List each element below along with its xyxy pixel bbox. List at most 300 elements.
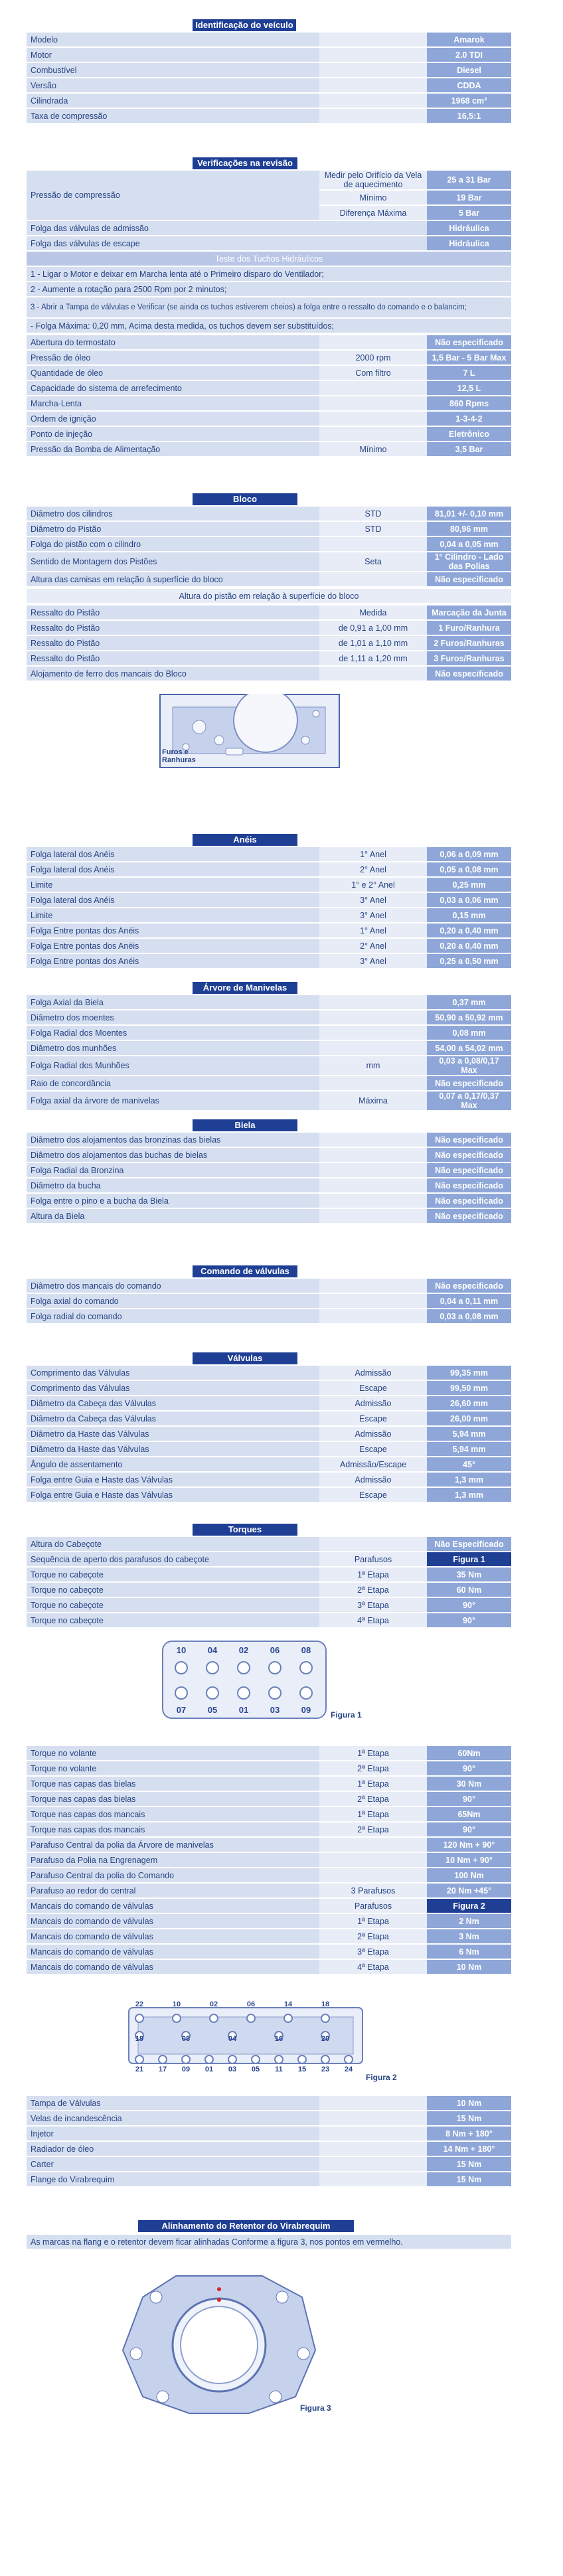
row-value: 1,5 Bar - 5 Bar Max [427, 351, 511, 364]
bolt-number: 16 [274, 2035, 283, 2043]
table-row [27, 1396, 511, 1410]
bolt-number: 09 [181, 2065, 191, 2073]
table-row [27, 1613, 511, 1627]
row-value: 0,04 a 0,11 mm [427, 1294, 511, 1308]
table-row [27, 507, 511, 521]
row-label: Torque no cabeçote [27, 1613, 319, 1627]
row-label: Capacidade do sistema de arrefecimento [27, 381, 319, 395]
row-condition [319, 2172, 427, 2186]
ident-table [27, 31, 511, 124]
row-value: 7 L [427, 366, 511, 380]
row-value: 0,15 mm [427, 908, 511, 922]
table-row [27, 924, 511, 937]
row-value: 50,90 a 50,92 mm [427, 1010, 511, 1024]
row-value: 99,35 mm [427, 1366, 511, 1380]
folga-esc-label: Folga das válvulas de escape [27, 236, 427, 250]
bolt-number: 01 [204, 2065, 214, 2073]
row-label: Parafuso Central da polia do Comando [27, 1868, 319, 1882]
bolt-hole [300, 1662, 312, 1674]
table-row [27, 667, 511, 681]
row-value: Não especificado [427, 572, 511, 586]
table-row [27, 1163, 511, 1177]
figure-1-drawing [161, 1640, 327, 1720]
row-label: Parafuso ao redor do central [27, 1884, 319, 1897]
row-label: Altura da Biela [27, 1209, 319, 1223]
table-row [27, 1868, 511, 1882]
row-label: Injetor [27, 2127, 319, 2140]
torques-section-1 [27, 1536, 511, 1629]
row-value: 100 Nm [427, 1868, 511, 1882]
row-value: 0,25 a 0,50 mm [427, 954, 511, 968]
revisao-compress-table [27, 169, 511, 334]
row-label: Torque no cabeçote [27, 1568, 319, 1581]
row-condition: 2ª Etapa [319, 1792, 427, 1806]
row-value: 54,00 a 54,02 mm [427, 1041, 511, 1055]
arvore-section [27, 994, 511, 1111]
row-condition [319, 1853, 427, 1867]
row-condition: Mínimo [319, 442, 427, 456]
row-value: 1,3 mm [427, 1488, 511, 1502]
figure-3-drawing [116, 2271, 322, 2417]
row-condition [319, 2157, 427, 2171]
table-row [27, 1552, 511, 1566]
table-row [27, 1822, 511, 1836]
row-value: 0,20 a 0,40 mm [427, 939, 511, 953]
row-condition: STD [319, 522, 427, 536]
row-condition: 2° Anel [319, 939, 427, 953]
table-row [27, 48, 511, 62]
row-condition: 2ª Etapa [319, 1583, 427, 1597]
bolt-number: 23 [321, 2065, 330, 2073]
row-value: 1,3 mm [427, 1473, 511, 1487]
table-row [27, 351, 511, 364]
row-label: Pressão de óleo [27, 351, 319, 364]
revisao-table [27, 334, 511, 457]
tuchos-step-2: 2 - Aumente a rotação para 2500 Rpm por 2 minutos; [27, 282, 511, 296]
row-condition: 3ª Etapa [319, 1598, 427, 1612]
torques-section-3 [27, 2095, 511, 2188]
row-value: 12,5 L [427, 381, 511, 395]
bearing-bolt [210, 2014, 218, 2022]
row-value: 14 Nm + 180° [427, 2142, 511, 2156]
bearing-bolt [182, 2055, 190, 2063]
table-row [27, 1178, 511, 1192]
bolt-hole [206, 1687, 218, 1699]
bolt-number: 05 [207, 1705, 218, 1715]
row-label: Folga Entre pontas dos Anéis [27, 939, 319, 953]
table-row [27, 1899, 511, 1913]
folga-esc-value: Hidráulica [427, 236, 511, 250]
table-row [27, 1945, 511, 1959]
row-value: CDDA [427, 78, 511, 92]
row-condition: 1ª Etapa [319, 1807, 427, 1821]
row-value: 35 Nm [427, 1568, 511, 1581]
row-label: Diâmetro dos cilindros [27, 507, 319, 521]
row-value: Não especificado [427, 335, 511, 349]
torques-table-2 [27, 1745, 511, 1975]
table-row [27, 605, 511, 619]
row-label: Diâmetro dos munhões [27, 1041, 319, 1055]
bearing-bolt [252, 2055, 260, 2063]
bolt-number: 17 [158, 2065, 167, 2073]
row-value: 5,94 mm [427, 1442, 511, 1456]
table-row [27, 1777, 511, 1791]
aneis-title: Anéis [193, 834, 297, 846]
bolt-number: 15 [297, 2065, 307, 2073]
row-label: Torque nas capas das bielas [27, 1792, 319, 1806]
row-condition [319, 396, 427, 410]
compress-val-0: 25 a 31 Bar [427, 171, 511, 189]
row-condition: 2000 rpm [319, 351, 427, 364]
row-condition: 4ª Etapa [319, 1613, 427, 1627]
row-label: Torque nas capas dos mancais [27, 1807, 319, 1821]
row-condition: 4ª Etapa [319, 1960, 427, 1974]
row-condition: 1° e 2° Anel [319, 878, 427, 892]
table-row [27, 78, 511, 92]
row-condition [319, 1209, 427, 1223]
row-value: 0,07 a 0,17/0,37 Max [427, 1091, 511, 1110]
row-label: Ângulo de assentamento [27, 1457, 319, 1471]
row-value: Não especificado [427, 1076, 511, 1090]
bolt-hole [175, 1687, 187, 1699]
row-value: 0,03 a 0,06 mm [427, 893, 511, 907]
row-condition: 2ª Etapa [319, 1929, 427, 1943]
row-label: Raio de concordância [27, 1076, 319, 1090]
bolt-number: 04 [228, 2035, 237, 2043]
table-row [27, 1366, 511, 1380]
row-value: Figura 2 [427, 1899, 511, 1913]
bolt-number: 14 [283, 2000, 293, 2008]
table-row [27, 621, 511, 635]
row-label: Carter [27, 2157, 319, 2171]
folga-adm-value: Hidráulica [427, 221, 511, 235]
row-label: Cilindrada [27, 94, 319, 108]
retentor-text: As marcas na flang e o retentor devem ficar alinhadas Conforme a figura 3, nos pontos em vermelho. [27, 2235, 511, 2249]
row-label: Diâmetro dos alojamentos das buchas de bielas [27, 1148, 319, 1162]
table-row [27, 1583, 511, 1597]
row-value: 120 Nm + 90° [427, 1838, 511, 1852]
gasket-figure [159, 694, 340, 768]
row-label: Limite [27, 878, 319, 892]
row-label: Altura das camisas em relação à superfície do bloco [27, 572, 319, 586]
row-label: Motor [27, 48, 319, 62]
row-label: Diâmetro da Cabeça das Válvulas [27, 1411, 319, 1425]
bearing-bolt [321, 2014, 329, 2022]
row-condition [319, 1838, 427, 1852]
table-row [27, 1026, 511, 1040]
row-condition: de 1,11 a 1,20 mm [319, 651, 427, 665]
bolt-number: 11 [275, 2065, 283, 2073]
aneis-table [27, 846, 511, 969]
torques-table-3 [27, 2095, 511, 2188]
compress-mid-0: Medir pelo Orifício da Vela de aquecimento [319, 171, 427, 189]
biela-section [27, 1131, 511, 1224]
row-label: Folga Entre pontas dos Anéis [27, 924, 319, 937]
row-label: Folga entre Guia e Haste das Válvulas [27, 1488, 319, 1502]
row-label: Modelo [27, 33, 319, 46]
row-label: Folga Entre pontas dos Anéis [27, 954, 319, 968]
row-condition [319, 63, 427, 77]
table-row [27, 1209, 511, 1223]
valvulas-title: Válvulas [193, 1352, 297, 1364]
row-value: 90° [427, 1761, 511, 1775]
row-label: Sequência de aperto dos parafusos do cabeçote [27, 1552, 319, 1566]
row-value: 10 Nm + 90° [427, 1853, 511, 1867]
row-condition: de 0,91 a 1,00 mm [319, 621, 427, 635]
row-value: 860 Rpms [427, 396, 511, 410]
table-row [27, 1853, 511, 1867]
row-value: 0,06 a 0,09 mm [427, 847, 511, 861]
row-label: Parafuso Central da polia da Árvore de manivelas [27, 1838, 319, 1852]
row-condition [319, 1041, 427, 1055]
comando-table [27, 1277, 511, 1325]
figure-2 [126, 1998, 365, 2073]
row-label: Folga Radial dos Munhões [27, 1056, 319, 1075]
row-value: 8 Nm + 180° [427, 2127, 511, 2140]
table-row [27, 1091, 511, 1110]
row-value: 26,00 mm [427, 1411, 511, 1425]
row-label: Parafuso da Polia na Engrenagem [27, 1853, 319, 1867]
row-label: Diâmetro da bucha [27, 1178, 319, 1192]
row-label: Ponto de injeção [27, 427, 319, 441]
row-label: Versão [27, 78, 319, 92]
row-value: 45° [427, 1457, 511, 1471]
table-row [27, 1488, 511, 1502]
row-value: Figura 1 [427, 1552, 511, 1566]
aneis-section [27, 846, 511, 969]
row-label: Ordem de ignição [27, 412, 319, 426]
row-condition: 1° Anel [319, 924, 427, 937]
table-row [27, 33, 511, 46]
row-condition: Escape [319, 1411, 427, 1425]
row-condition [319, 2111, 427, 2125]
table-row [27, 1309, 511, 1323]
tuchos-step-3: 3 - Abrir a Tampa de válvulas e Verificar (se ainda os tuchos estiverem cheios) a folga entre o ressalto do comando e o balancim; [27, 297, 511, 317]
row-label: Diâmetro da Haste das Válvulas [27, 1427, 319, 1441]
table-row [27, 1884, 511, 1897]
row-value: Diesel [427, 63, 511, 77]
bearing-bolt [228, 2055, 236, 2063]
row-value: Não Especificado [427, 1537, 511, 1551]
row-value: Não especificado [427, 667, 511, 681]
row-label: Diâmetro da Cabeça das Válvulas [27, 1396, 319, 1410]
row-label: Tampa de Válvulas [27, 2096, 319, 2110]
torques-section-2 [27, 1745, 511, 1975]
row-condition [319, 2127, 427, 2140]
table-row [27, 939, 511, 953]
row-label: Folga Radial da Bronzina [27, 1163, 319, 1177]
row-label: Folga do pistão com o cilindro [27, 537, 319, 551]
row-label: Mancais do comando de válvulas [27, 1960, 319, 1974]
row-value: Não especificado [427, 1133, 511, 1147]
row-label: Torque no cabeçote [27, 1598, 319, 1612]
table-row [27, 1381, 511, 1395]
row-condition: 1ª Etapa [319, 1914, 427, 1928]
row-value: 0,05 a 0,08 mm [427, 862, 511, 876]
table-row [27, 2142, 511, 2156]
row-value: Não especificado [427, 1148, 511, 1162]
row-value: 10 Nm [427, 1960, 511, 1974]
bloco-subhead-table [27, 588, 511, 604]
row-condition: Admissão [319, 1427, 427, 1441]
table-row [27, 1960, 511, 1974]
row-label: Taxa de compressão [27, 109, 319, 123]
compress-mid-2: Diferença Máxima [319, 206, 427, 220]
tuchos-step-1: 1 - Ligar o Motor e deixar em Marcha lenta até o Primeiro disparo do Ventilador; [27, 267, 511, 281]
row-label: Altura do Cabeçote [27, 1537, 319, 1551]
row-label: Ressalto do Pistão [27, 605, 319, 619]
row-value: Não especificado [427, 1163, 511, 1177]
row-condition [319, 78, 427, 92]
tuchos-head: Teste dos Tuchos Hidráulicos [27, 252, 511, 266]
row-condition [319, 427, 427, 441]
row-label: Ressalto do Pistão [27, 636, 319, 650]
row-condition [319, 335, 427, 349]
table-row [27, 1457, 511, 1471]
table-row [27, 1473, 511, 1487]
row-label: Folga radial do comando [27, 1309, 319, 1323]
figure-2-label: Figura 2 [366, 2073, 397, 2082]
row-label: Torque no cabeçote [27, 1583, 319, 1597]
row-label: Torque nas capas das bielas [27, 1777, 319, 1791]
table-row [27, 1427, 511, 1441]
row-label: Ressalto do Pistão [27, 621, 319, 635]
row-value: Não especificado [427, 1178, 511, 1192]
row-label: Combustível [27, 63, 319, 77]
row-label: Folga entre o pino e a bucha da Biela [27, 1194, 319, 1208]
bloco-subhead: Altura do pistão em relação à superfície do bloco [27, 589, 511, 603]
table-row [27, 63, 511, 77]
table-row [27, 1133, 511, 1147]
table-row [27, 893, 511, 907]
bolt-number: 01 [238, 1705, 249, 1715]
row-condition [319, 1076, 427, 1090]
row-value: 80,96 mm [427, 522, 511, 536]
row-label: Folga axial do comando [27, 1294, 319, 1308]
bolt-number: 18 [321, 2000, 330, 2008]
row-value: 1-3-4-2 [427, 412, 511, 426]
table-row [27, 537, 511, 551]
revisao-title: Verificações na revisão [193, 157, 297, 169]
compress-val-2: 5 Bar [427, 206, 511, 220]
figure-2-drawing [126, 1998, 365, 2073]
row-value: 0,20 a 0,40 mm [427, 924, 511, 937]
bolt-number: 06 [270, 1645, 280, 1655]
table-row [27, 1056, 511, 1075]
table-row [27, 1148, 511, 1162]
table-row [27, 2172, 511, 2186]
row-label: Sentido de Montagem dos Pistões [27, 552, 319, 571]
torques-title: Torques [193, 1524, 297, 1536]
bearing-bolt [135, 2055, 143, 2063]
row-label: Diâmetro dos alojamentos das bronzinas das bielas [27, 1133, 319, 1147]
bolt-number: 02 [209, 2000, 218, 2008]
row-condition: Parafusos [319, 1899, 427, 1913]
row-label: Diâmetro da Haste das Válvulas [27, 1442, 319, 1456]
row-condition [319, 1309, 427, 1323]
row-label: Folga axial da árvore de manivelas [27, 1091, 319, 1110]
row-condition [319, 1194, 427, 1208]
arvore-title: Árvore de Manivelas [193, 982, 297, 994]
comando-section [27, 1277, 511, 1325]
row-label: Folga Radial dos Moentes [27, 1026, 319, 1040]
row-label: Comprimento das Válvulas [27, 1381, 319, 1395]
compress-label: Pressão de compressão [27, 171, 319, 220]
row-value: Eletrônico [427, 427, 511, 441]
row-condition: Medida [319, 605, 427, 619]
row-value: 1° Cilindro - Lado das Polias [427, 552, 511, 571]
row-label: Mancais do comando de válvulas [27, 1899, 319, 1913]
row-label: Mancais do comando de válvulas [27, 1945, 319, 1959]
bloco-section [27, 505, 511, 682]
row-condition: Máxima [319, 1091, 427, 1110]
row-condition: 2° Anel [319, 862, 427, 876]
row-value: Não especificado [427, 1209, 511, 1223]
table-row [27, 1279, 511, 1293]
row-condition: Admissão [319, 1396, 427, 1410]
table-row [27, 995, 511, 1009]
bolt-number: 08 [301, 1645, 311, 1655]
retentor-title: Alinhamento do Retentor do Virabrequim [138, 2220, 354, 2232]
row-label: Ressalto do Pistão [27, 651, 319, 665]
bolt-number: 03 [270, 1705, 280, 1715]
bearing-bolt [345, 2055, 353, 2063]
row-label: Abertura do termostato [27, 335, 319, 349]
bolt-number: 08 [181, 2035, 191, 2043]
bearing-bolt [275, 2055, 283, 2063]
row-value: 90° [427, 1822, 511, 1836]
row-condition [319, 1279, 427, 1293]
row-value: 20 Nm +45° [427, 1884, 511, 1897]
row-condition [319, 667, 427, 681]
row-label: Torque no volante [27, 1746, 319, 1760]
row-label: Folga lateral dos Anéis [27, 847, 319, 861]
row-value: 15 Nm [427, 2111, 511, 2125]
torques-table-1 [27, 1536, 511, 1629]
row-label: Diâmetro dos moentes [27, 1010, 319, 1024]
row-label: Flange do Virabrequim [27, 2172, 319, 2186]
row-condition: 1° Anel [319, 847, 427, 861]
figure-1-label: Figura 1 [331, 1710, 362, 1720]
row-label: Pressão da Bomba de Alimentação [27, 442, 319, 456]
row-condition: Admissão/Escape [319, 1457, 427, 1471]
row-value: 5,94 mm [427, 1427, 511, 1441]
row-value: 60 Nm [427, 1583, 511, 1597]
row-value: 1968 cm³ [427, 94, 511, 108]
table-row [27, 651, 511, 665]
row-value: 99,50 mm [427, 1381, 511, 1395]
row-label: Folga Axial da Biela [27, 995, 319, 1009]
bolt-hole [269, 1687, 281, 1699]
table-row [27, 636, 511, 650]
bolt-number: 20 [321, 2035, 330, 2043]
table-row [27, 1568, 511, 1581]
row-condition: 2ª Etapa [319, 1761, 427, 1775]
table-row [27, 1746, 511, 1760]
table-row [27, 1041, 511, 1055]
bolt-number: 07 [176, 1705, 187, 1715]
tuchos-step-4: - Folga Máxima: 0,20 mm, Acima desta medida, os tuchos devem ser substituídos; [27, 319, 511, 333]
bolt-number: 10 [176, 1645, 187, 1655]
table-row [27, 442, 511, 456]
row-condition [319, 1178, 427, 1192]
row-condition: 2ª Etapa [319, 1822, 427, 1836]
bolt-hole [300, 1687, 312, 1699]
table-row [27, 1076, 511, 1090]
valvulas-section [27, 1364, 511, 1503]
table-row [27, 1411, 511, 1425]
figure-3-label: Figura 3 [300, 2403, 331, 2413]
